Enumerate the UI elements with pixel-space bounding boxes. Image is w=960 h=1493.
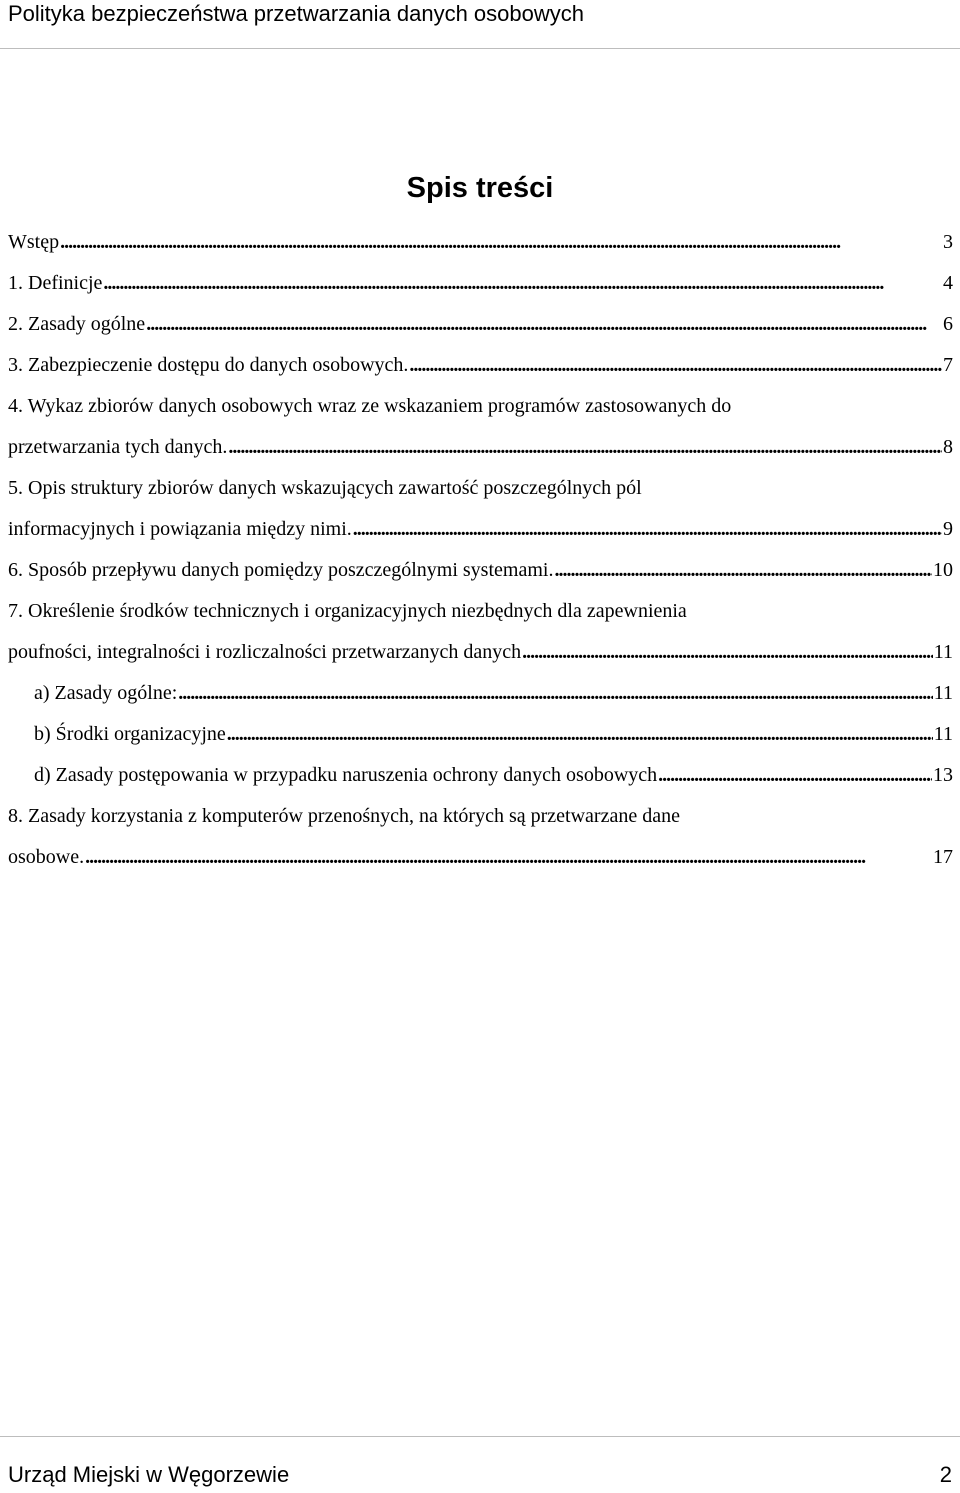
toc-entry[interactable]: [8, 345, 953, 386]
toc-entry-title: 1. Definicje: [8, 272, 103, 294]
toc-page-number: 17: [933, 846, 953, 868]
toc-entry-title: osobowe.: [8, 846, 85, 868]
toc-entry[interactable]: [8, 550, 953, 591]
toc-page-number: 11: [933, 682, 953, 704]
toc-entry-title: poufności, integralności i rozliczalności przetwarzanych danych: [8, 641, 522, 663]
toc-dot-leader: [228, 427, 942, 468]
toc-entry-title: b) Środki organizacyjne: [34, 723, 226, 745]
toc-entry-line: [8, 632, 953, 673]
document-title: Polityka bezpieczeństwa przetwarzania danych osobowych: [8, 1, 584, 26]
toc-entry-title: 7. Określenie środków technicznych i organizacyjnych niezbędnych dla zapewnienia: [8, 600, 687, 622]
toc-page-number: 3: [943, 231, 953, 253]
toc-page-number: 10: [933, 559, 953, 581]
toc-dot-leader: [146, 304, 942, 345]
toc-page-number: 7: [943, 354, 953, 376]
toc-entry-title: a) Zasady ogólne:: [34, 682, 178, 704]
toc-entry-line: [8, 550, 953, 591]
toc-page-number: 9: [943, 518, 953, 540]
toc-page-number: 11: [933, 723, 953, 745]
toc-entry-title: 2. Zasady ogólne: [8, 313, 146, 335]
toc-dot-leader: [522, 632, 933, 673]
toc-entry-title: 6. Sposób przepływu danych pomiędzy poszczególnymi systemami.: [8, 559, 554, 581]
toc-dot-leader: [554, 550, 932, 591]
toc-entry-title: 8. Zasady korzystania z komputerów przenośnych, na których są przetwarzane dane: [8, 805, 680, 827]
header-divider: [0, 48, 960, 49]
toc-page-number: 8: [943, 436, 953, 458]
toc-entry[interactable]: [8, 591, 953, 673]
toc-entry-line: [8, 837, 953, 878]
table-of-contents: [8, 222, 953, 878]
toc-entry-title: przetwarzania tych danych.: [8, 436, 228, 458]
toc-entry-title: 3. Zabezpieczenie dostępu do danych osobowych.: [8, 354, 409, 376]
toc-entry[interactable]: [8, 468, 953, 550]
toc-entry-title: 4. Wykaz zbiorów danych osobowych wraz ze wskazaniem programów zastosowanych do: [8, 395, 732, 417]
toc-entry-line: [8, 673, 953, 714]
toc-entry[interactable]: [8, 673, 953, 714]
toc-entry-line: [8, 796, 953, 837]
toc-dot-leader: [60, 222, 942, 263]
footer-institution: Urząd Miejski w Węgorzewie: [8, 1462, 290, 1487]
toc-entry-title: informacyjnych i powiązania między nimi.: [8, 518, 352, 540]
toc-dot-leader: [353, 509, 942, 550]
toc-dot-leader: [178, 673, 932, 714]
toc-entry-line: [8, 304, 953, 345]
toc-entry-line: [8, 345, 953, 386]
toc-entry-title: 5. Opis struktury zbiorów danych wskazujących zawartość poszczególnych pól: [8, 477, 642, 499]
toc-entry-title: Wstęp: [8, 231, 60, 253]
toc-page-number: 4: [943, 272, 953, 294]
toc-dot-leader: [658, 755, 932, 796]
toc-entry-line: [8, 386, 953, 427]
toc-page-number: 13: [933, 764, 953, 786]
toc-entry[interactable]: [8, 222, 953, 263]
toc-dot-leader: [103, 263, 942, 304]
toc-entry-line: [8, 714, 953, 755]
toc-entry-line: [8, 427, 953, 468]
toc-entry-title: d) Zasady postępowania w przypadku naruszenia ochrony danych osobowych: [34, 764, 658, 786]
toc-entry-line: [8, 591, 953, 632]
footer-divider: [0, 1436, 960, 1437]
toc-heading: Spis treści: [406, 172, 554, 204]
toc-entry[interactable]: [8, 386, 953, 468]
toc-entry[interactable]: [8, 263, 953, 304]
toc-page-number: 11: [933, 641, 953, 663]
page-header: [0, 0, 960, 50]
toc-entry[interactable]: [8, 796, 953, 878]
toc-entry-line: [8, 222, 953, 263]
toc-entry-line: [8, 263, 953, 304]
toc-dot-leader: [227, 714, 933, 755]
page-footer: [0, 1436, 960, 1493]
toc-dot-leader: [409, 345, 942, 386]
toc-dot-leader: [85, 837, 932, 878]
toc-entry[interactable]: [8, 755, 953, 796]
toc-page-number: 6: [943, 313, 953, 335]
toc-entry[interactable]: [8, 304, 953, 345]
toc-entry-line: [8, 468, 953, 509]
toc-entry-line: [8, 509, 953, 550]
page-number: 2: [939, 1462, 952, 1487]
toc-entry-line: [8, 755, 953, 796]
toc-entry[interactable]: [8, 714, 953, 755]
